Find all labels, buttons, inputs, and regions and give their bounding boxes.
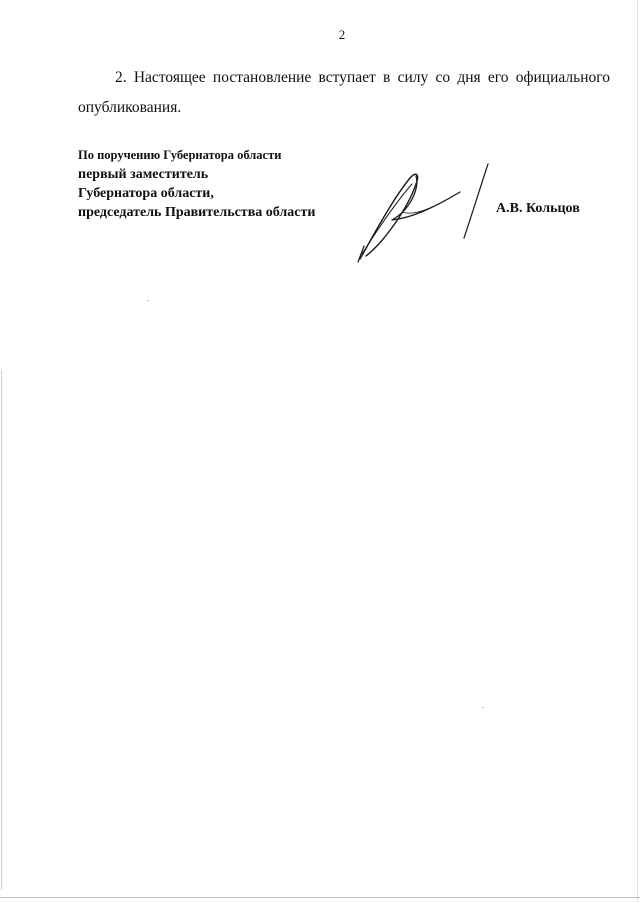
handwritten-signature — [350, 158, 500, 264]
body-paragraph — [78, 63, 610, 123]
signature-title-line-4: председатель Правительства области — [78, 205, 316, 220]
signer-name: А.В. Кольцов — [496, 201, 580, 216]
scan-bottom-line — [0, 897, 640, 898]
paragraph-line-2: опубликования. — [78, 99, 182, 116]
signature-title-block — [78, 147, 315, 222]
signature-title-line-2: первый заместитель — [78, 167, 209, 182]
paragraph-line-1: 2. Настоящее постановление вступает в силу со дня его официального — [115, 69, 610, 86]
scan-margin-line-left — [1, 370, 2, 890]
scan-margin-line-right — [637, 0, 638, 902]
scan-speck — [482, 707, 484, 708]
page-number: 2 — [338, 27, 346, 42]
signature-title-line-3: Губернатора области, — [78, 186, 214, 201]
scan-speck — [147, 300, 149, 301]
signature-title-line-1: По поручению Губернатора области — [78, 148, 282, 162]
